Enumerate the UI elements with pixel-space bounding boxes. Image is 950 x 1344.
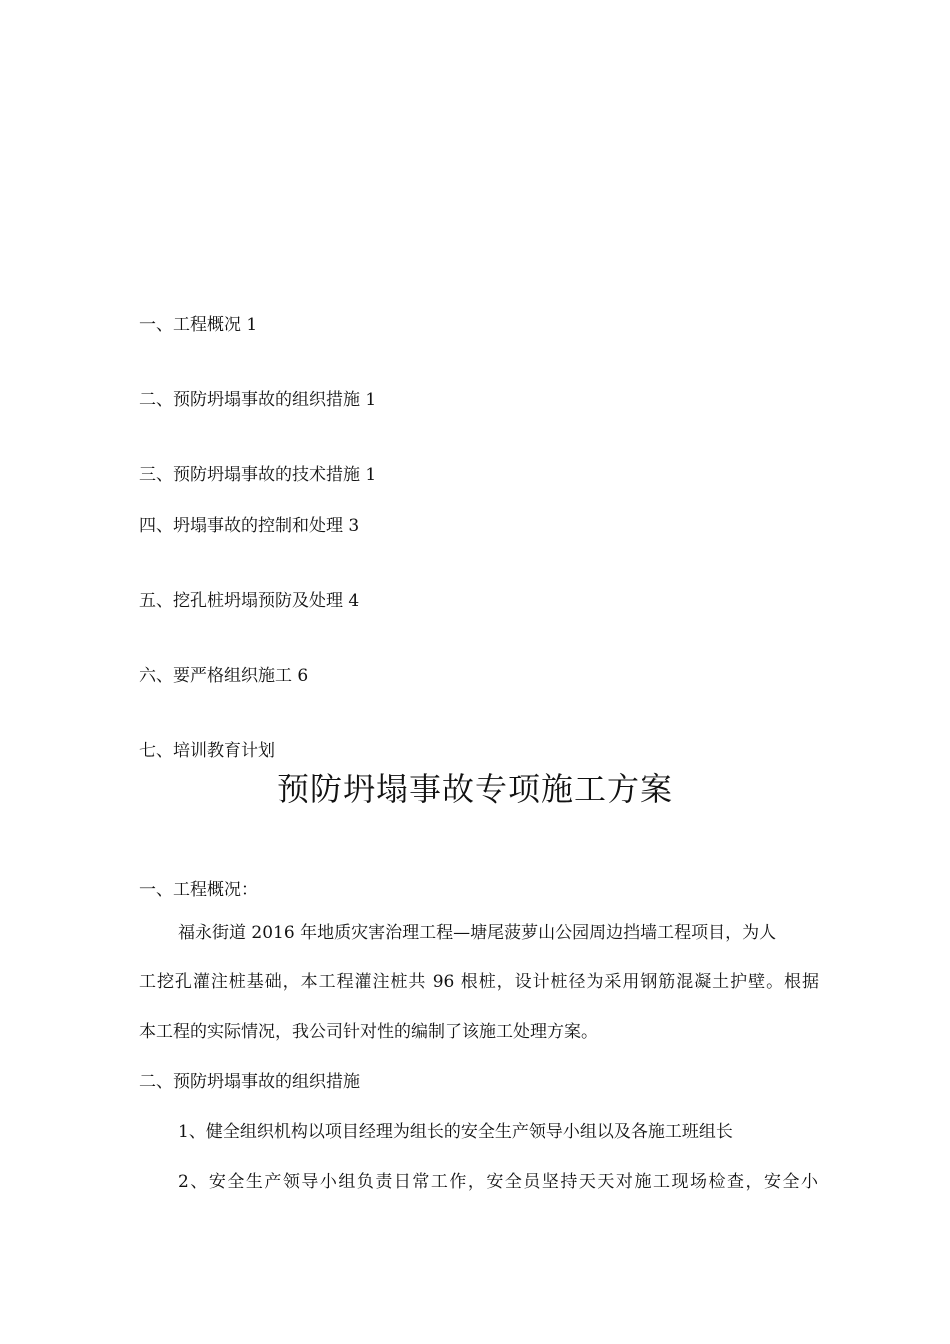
list-item-1: 1、健全组织机构以项目经理为组长的安全生产领导小组以及各施工班组长 — [178, 1122, 733, 1142]
toc-item-5[interactable]: 五、挖孔桩坍塌预防及处理 4 — [139, 591, 360, 611]
list-item-2: 2、安全生产领导小组负责日常工作，安全员坚持天天对施工现场检查，安全小 — [178, 1172, 818, 1192]
toc-item-3[interactable]: 三、预防坍塌事故的技术措施 1 — [139, 465, 377, 485]
paragraph-line-3: 本工程的实际情况，我公司针对性的编制了该施工处理方案。 — [139, 1022, 598, 1042]
toc-item-6[interactable]: 六、要严格组织施工 6 — [139, 666, 309, 686]
toc-item-7[interactable]: 七、培训教育计划 — [139, 741, 275, 761]
toc-item-2[interactable]: 二、预防坍塌事故的组织措施 1 — [139, 390, 377, 410]
document-title: 预防坍塌事故专项施工方案 — [276, 770, 673, 808]
paragraph-line-2: 工挖孔灌注桩基础，本工程灌注桩共 96 根桩，设计桩径为采用钢筋混凝土护壁。根据 — [139, 972, 819, 992]
paragraph-line-1: 福永街道 2016 年地质灾害治理工程—塘尾菠萝山公园周边挡墙工程项目，为人 — [178, 923, 777, 943]
toc-item-4[interactable]: 四、坍塌事故的控制和处理 3 — [139, 516, 360, 536]
section-heading-2: 二、预防坍塌事故的组织措施 — [139, 1072, 360, 1092]
section-heading-1: 一、工程概况： — [139, 880, 258, 900]
toc-item-1[interactable]: 一、工程概况 1 — [139, 315, 258, 335]
